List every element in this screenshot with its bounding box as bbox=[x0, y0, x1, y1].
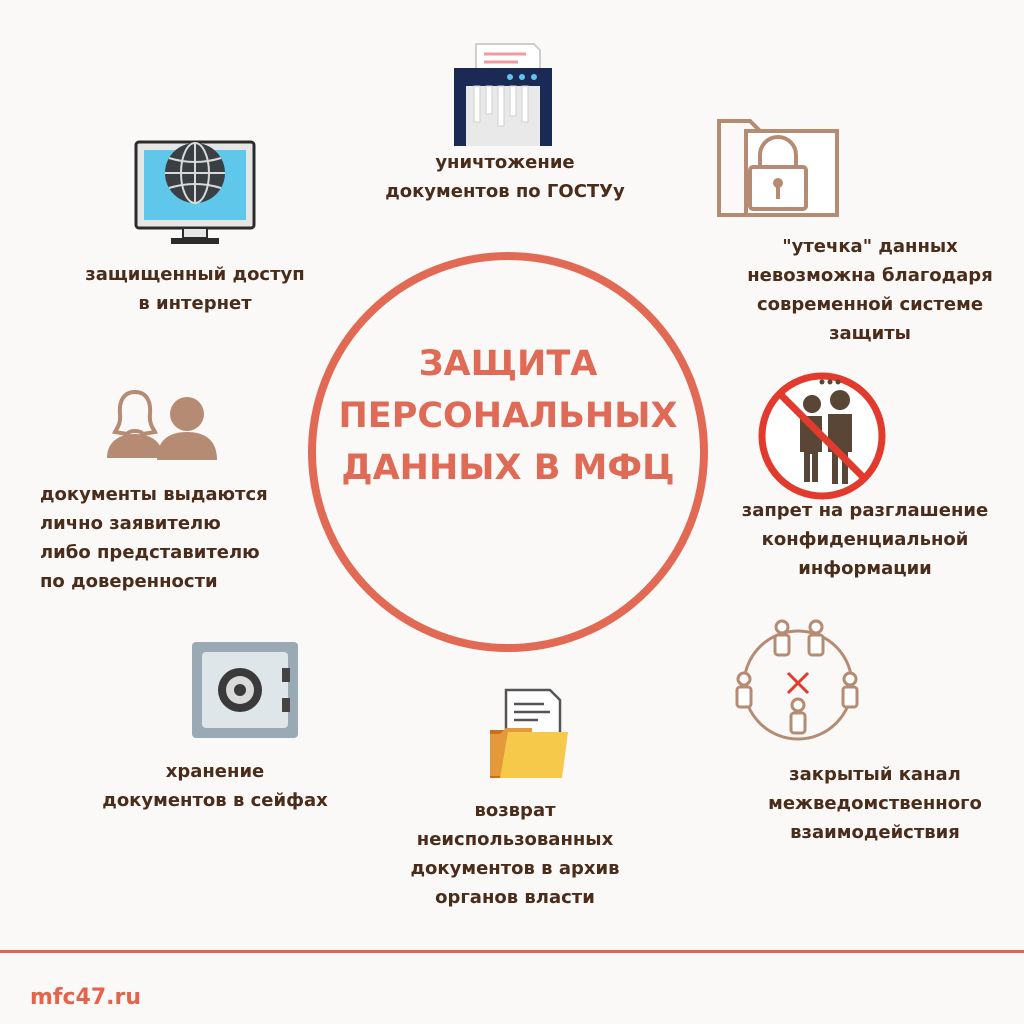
people-icon bbox=[105, 388, 220, 463]
caption-line: современной системе bbox=[756, 294, 984, 315]
caption-line: возврат bbox=[474, 800, 556, 821]
footer-divider bbox=[0, 950, 1024, 953]
title-line-2: ПЕРСОНАЛЬНЫХ bbox=[338, 396, 678, 436]
caption-line: неиспользованных bbox=[416, 829, 614, 850]
caption-line: в интернет bbox=[138, 293, 252, 314]
leak-caption bbox=[730, 232, 1010, 348]
caption-line: по доверенности bbox=[40, 571, 218, 592]
closed-network-icon bbox=[732, 615, 864, 750]
shredder-icon bbox=[448, 40, 558, 150]
caption-line: лично заявителю bbox=[40, 513, 221, 534]
caption-line: органов власти bbox=[435, 887, 595, 908]
title-line-1: ЗАЩИТА bbox=[418, 344, 598, 384]
caption-line: конфиденциальной bbox=[761, 529, 969, 550]
caption-line: информации bbox=[798, 558, 932, 579]
disclosure-caption bbox=[715, 496, 1015, 583]
safe-caption bbox=[75, 757, 355, 815]
safe-icon bbox=[190, 640, 300, 740]
caption-line: защищенный доступ bbox=[85, 264, 305, 285]
channel-caption bbox=[730, 760, 1020, 847]
caption-line: невозможна благодаря bbox=[747, 265, 993, 286]
globe-monitor-icon bbox=[135, 140, 255, 250]
caption-line: либо представителю bbox=[40, 542, 260, 563]
representative-caption bbox=[40, 480, 310, 596]
caption-line: взаимодействия bbox=[790, 822, 960, 843]
footer-site-link[interactable]: mfc47.ru bbox=[30, 985, 142, 1010]
caption-line: хранение bbox=[165, 761, 265, 782]
shredder-caption bbox=[355, 148, 655, 206]
caption-line: документы выдаются bbox=[40, 484, 268, 505]
archive-caption bbox=[385, 796, 645, 912]
page-title bbox=[308, 338, 708, 494]
folder-document-icon bbox=[488, 688, 570, 782]
title-line-3: ДАННЫХ В МФЦ bbox=[341, 448, 675, 488]
caption-line: документов в архив bbox=[410, 858, 620, 879]
caption-line: документов в сейфах bbox=[102, 790, 328, 811]
caption-line: закрытый канал bbox=[789, 764, 961, 785]
internet-caption bbox=[55, 260, 335, 318]
caption-line: межведомственного bbox=[768, 793, 982, 814]
caption-line: запрет на разглашение bbox=[741, 500, 989, 521]
locked-folder-icon bbox=[716, 117, 840, 217]
no-gossip-icon bbox=[756, 370, 888, 502]
caption-line: "утечка" данных bbox=[782, 236, 958, 257]
caption-line: защиты bbox=[829, 323, 911, 344]
caption-line: уничтожение bbox=[435, 152, 575, 173]
caption-line: документов по ГОСТУу bbox=[385, 181, 625, 202]
